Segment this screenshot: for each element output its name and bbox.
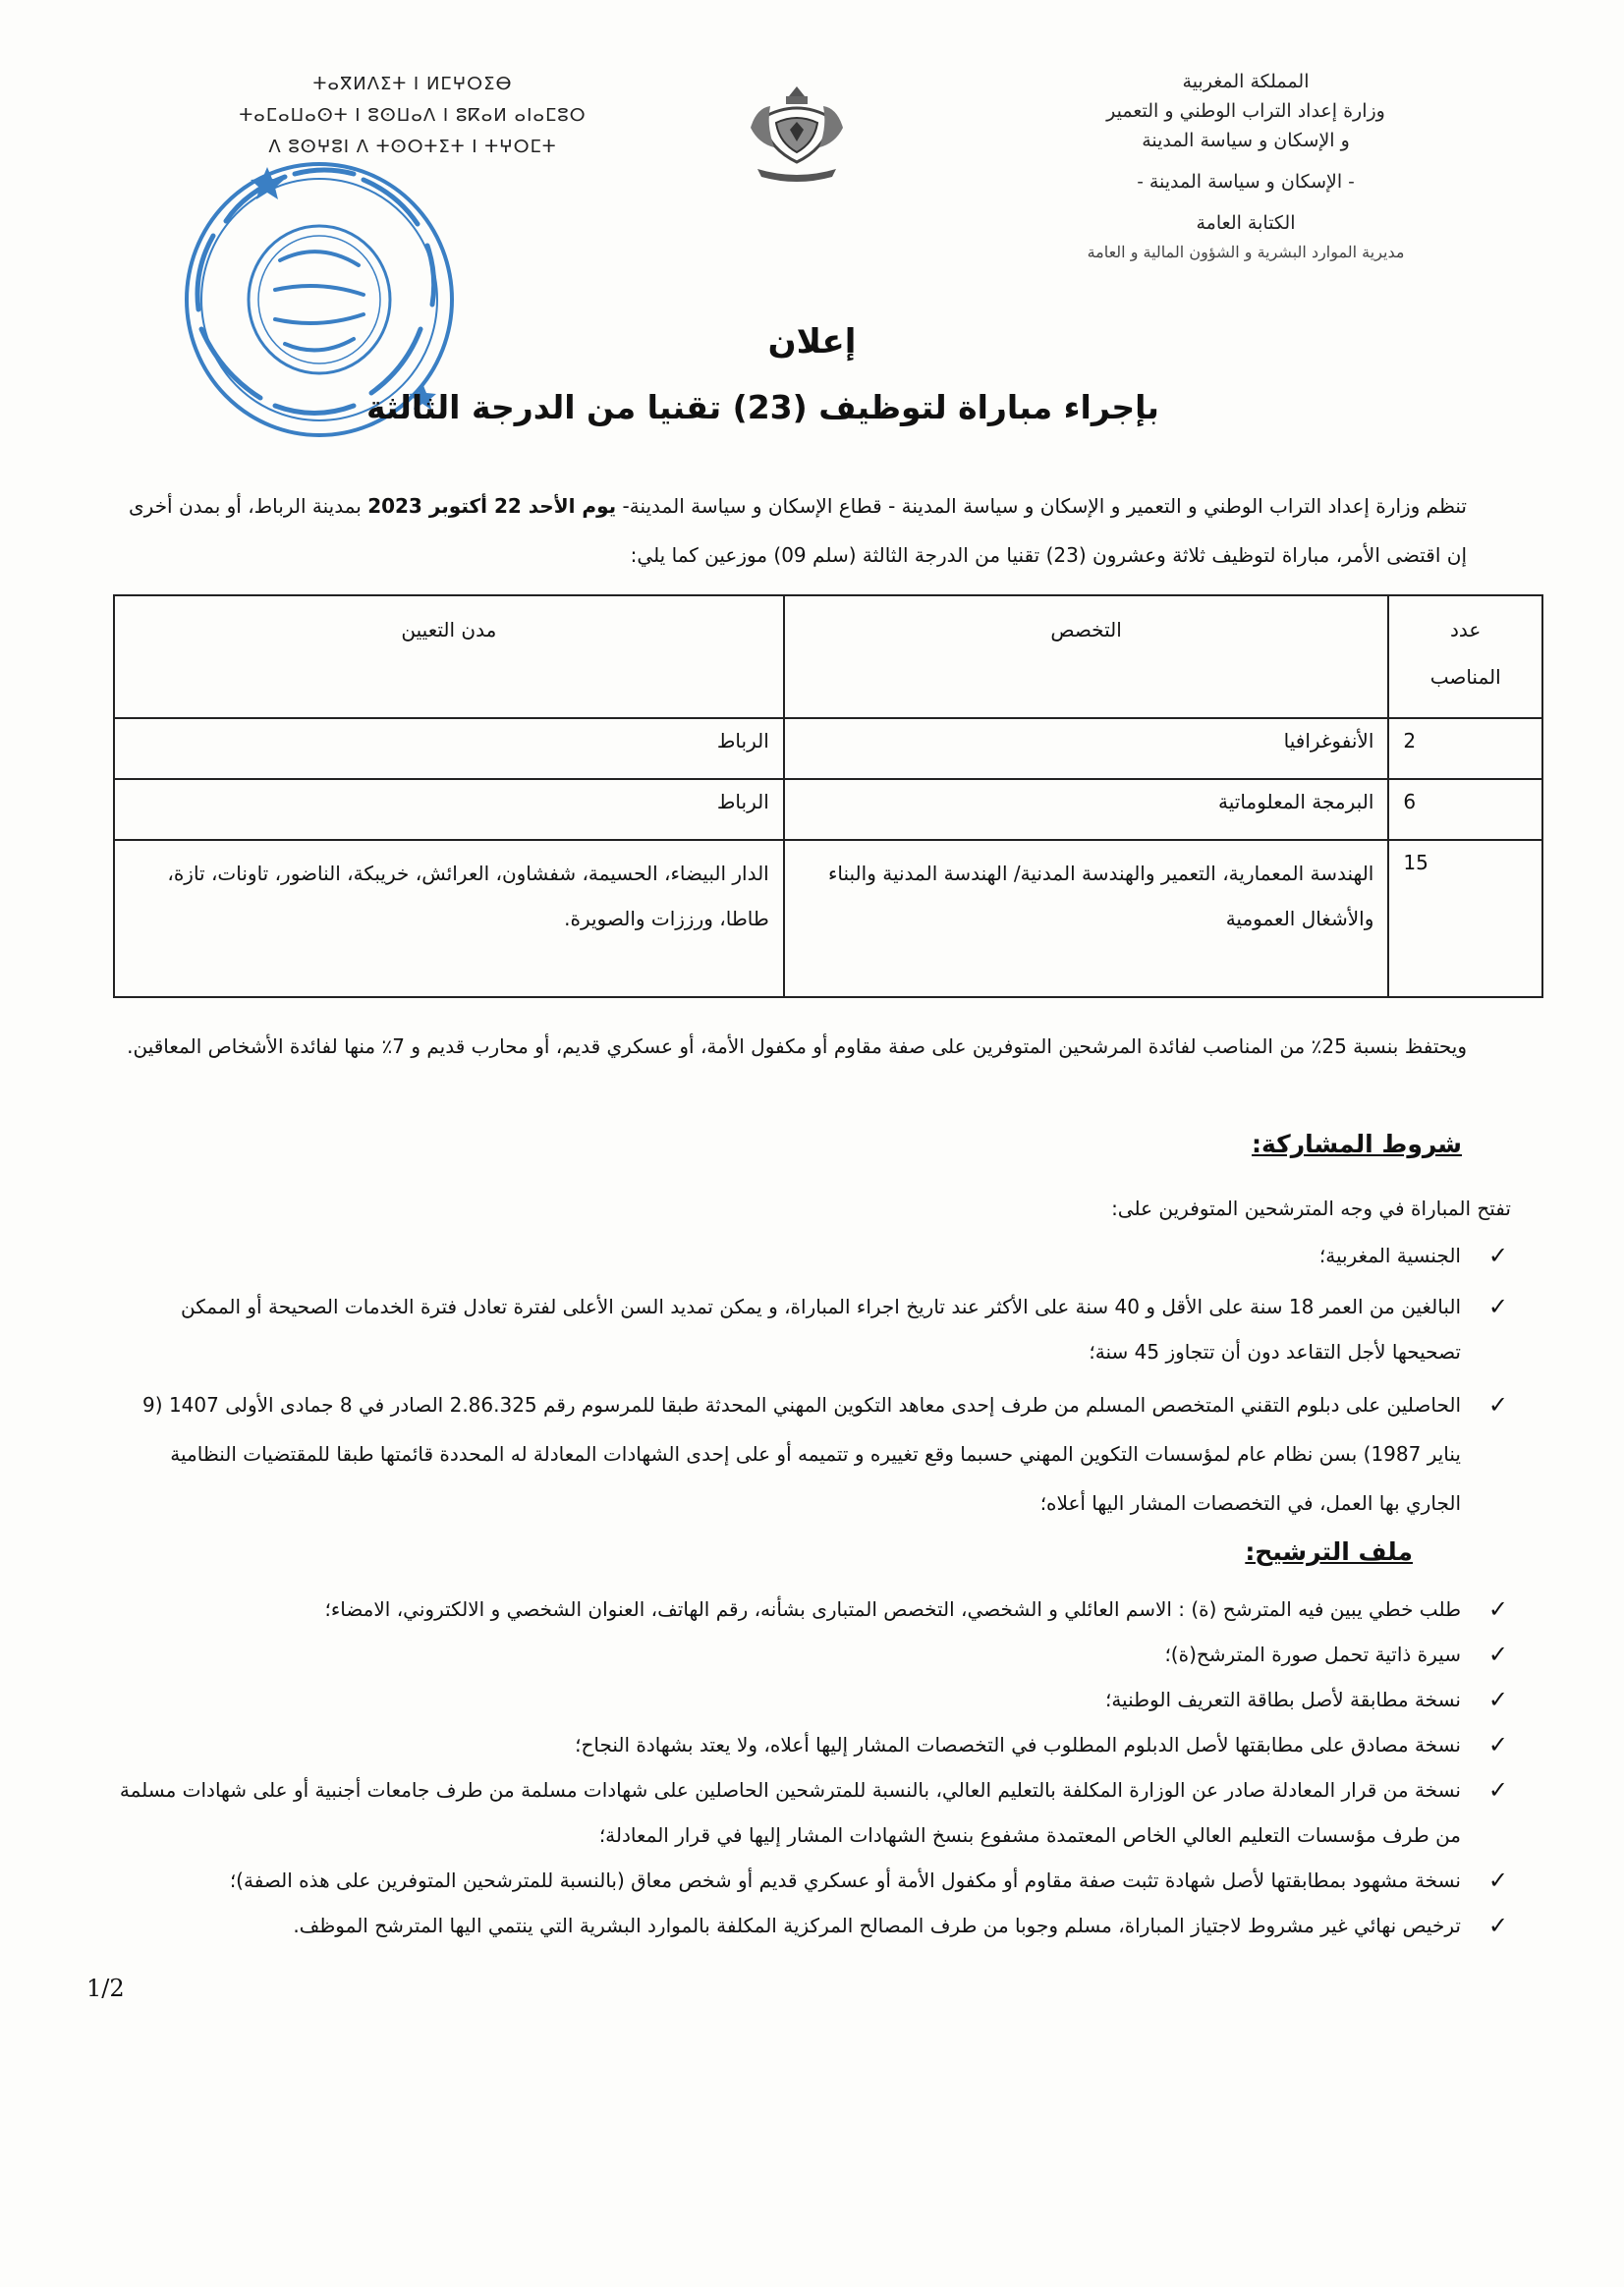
announcement-title: إعلان <box>767 322 857 362</box>
list-item-text: الجنسية المغربية؛ <box>1318 1244 1461 1267</box>
reserve-note: ويحتفظ بنسبة 25٪ من المناصب لفائدة المرشحين المتوفرين على صفة مقاوم أو مكفول الأمة، أو عسكري قديم، أو محارب قديم و 7٪ منها لفائدة الأشخاص المعاقين. <box>127 1034 1467 1058</box>
header-line: ⵜⴰⵎⴰⵡⴰⵙⵜ ⵏ ⵓⵙⵡⴰⴷ ⵏ ⵓⴽⴰⵍ ⴰⵏⴰⵎⵓⵔ <box>239 105 587 126</box>
table-row <box>114 718 1542 779</box>
header-line: المملكة المغربية <box>1182 71 1310 92</box>
check-icon: ✓ <box>1487 1293 1508 1320</box>
row-specialty: البرمجة المعلوماتية <box>784 779 1389 840</box>
conditions-heading: شروط المشاركة: <box>1252 1130 1462 1158</box>
list-item <box>113 1587 1508 1632</box>
row-specialty: الهندسة المعمارية، التعمير والهندسة المدنية/ الهندسة المدنية والبناء والأشغال العمومية <box>784 840 1389 997</box>
row-cities: الرباط <box>114 718 784 779</box>
header-line: ⴷ ⵓⵙⵖⵓⵏ ⴷ ⵜⵙⵔⵜⵉⵜ ⵏ ⵜⵖⵔⵎⵜ <box>268 137 557 157</box>
check-icon: ✓ <box>1487 1776 1508 1804</box>
list-item <box>113 1722 1508 1767</box>
intro-paragraph <box>113 481 1467 580</box>
list-item-text: سيرة ذاتية تحمل صورة المترشح(ة)؛ <box>1164 1643 1461 1666</box>
page-number: 1/2 <box>86 1975 125 2002</box>
conditions-list <box>113 1233 1508 1528</box>
header-count <box>1388 595 1542 718</box>
check-icon: ✓ <box>1487 1731 1508 1758</box>
check-icon: ✓ <box>1487 1912 1508 1939</box>
list-item-text: نسخة مشهود بمطابقتها لأصل شهادة تثبت صفة مقاوم أو مكفول الأمة أو عسكري قديم أو شخص معاق (بالنسبة للمترشحين المتوفرين على هذه الصفة)؛ <box>229 1869 1461 1892</box>
header-line: الكتابة العامة <box>1196 212 1296 234</box>
list-item <box>113 1284 1508 1374</box>
header-line: - الإسكان و سياسة المدينة - <box>1137 171 1355 193</box>
list-item <box>113 1767 1508 1858</box>
list-item <box>113 1380 1508 1528</box>
list-item-text: البالغين من العمر 18 سنة على الأقل و 40 سنة على الأكثر عند تاريخ اجراء المباراة، و يمكن تمديد السن الأعلى لفترة تعادل فترة الخدمات الصحيحة أو الممكن تصحيحها لأجل التقاعد دون أن تتجاوز 45 سنة؛ <box>181 1295 1461 1364</box>
row-count: 15 <box>1388 840 1542 997</box>
check-icon: ✓ <box>1487 1641 1508 1668</box>
header-line: مديرية الموارد البشرية و الشؤون المالية و العامة <box>1087 243 1405 261</box>
header-count-line1: عدد <box>1450 618 1482 641</box>
check-icon: ✓ <box>1487 1391 1508 1419</box>
header-line: ⵜⴰⴳⵍⴷⵉⵜ ⵏ ⵍⵎⵖⵔⵉⴱ <box>312 74 513 94</box>
row-cities: الدار البيضاء، الحسيمة، شفشاون، العرائش، خريبكة، الناضور، تاونات، تازة، طاطا، ورززات والصويرة. <box>114 840 784 997</box>
check-icon: ✓ <box>1487 1242 1508 1269</box>
ministry-header-arabic <box>1069 67 1423 267</box>
check-icon: ✓ <box>1487 1867 1508 1894</box>
table-row <box>114 779 1542 840</box>
list-item <box>113 1233 1508 1278</box>
check-icon: ✓ <box>1487 1595 1508 1623</box>
announcement-subtitle: بإجراء مباراة لتوظيف (23) تقنيا من الدرجة الثالثة <box>366 388 1159 426</box>
list-item-text: الحاصلين على دبلوم التقني المتخصص المسلم من طرف إحدى معاهد التكوين المهني المحدثة طبقا للمرسوم رقم 2.86.325 الصادر في 8 جمادى الأولى 1407 (9 يناير 1987) بسن نظام عام لمؤسسات التكوين المهني حسبما وقع تغييره و تتميمه أو على إحدى الشهادات المعادلة له المحددة قائمتها طبقا للمقتضيات النظامية الجاري بها العمل، في التخصصات المشار اليها أعلاه؛ <box>142 1393 1461 1515</box>
row-count: 2 <box>1388 718 1542 779</box>
row-cities: الرباط <box>114 779 784 840</box>
check-icon: ✓ <box>1487 1686 1508 1713</box>
list-item <box>113 1903 1508 1948</box>
header-count-line2: المناصب <box>1429 665 1501 689</box>
ministry-header-tifinagh <box>226 69 599 163</box>
list-item-text: ترخيص نهائي غير مشروط لاجتياز المباراة، مسلم وجوبا من طرف المصالح المركزية المكلفة بالموارد البشرية التي ينتمي اليها المترشح الموظف. <box>293 1914 1461 1937</box>
table-row <box>114 840 1542 997</box>
list-item-text: طلب خطي يبين فيه المترشح (ة) : الاسم العائلي و الشخصي، التخصص المتبارى بشأنه، رقم الهاتف، العنوان الشخصي و الالكتروني، الامضاء؛ <box>324 1597 1461 1621</box>
coat-of-arms-icon <box>743 79 851 187</box>
posts-table <box>113 594 1543 998</box>
application-list <box>113 1587 1508 1948</box>
conditions-intro: تفتح المباراة في وجه المترشحين المتوفرين على: <box>1111 1197 1511 1220</box>
list-item <box>113 1632 1508 1677</box>
list-item <box>113 1677 1508 1722</box>
intro-line-2: إن اقتضى الأمر، مباراة لتوظيف ثلاثة وعشرون (23) تقنيا من الدرجة الثالثة (سلم 09) موزعين كما يلي: <box>630 543 1467 567</box>
list-item <box>113 1858 1508 1903</box>
exam-date: يوم الأحد 22 أكتوبر 2023 <box>367 494 617 518</box>
list-item-text: نسخة مطابقة لأصل بطاقة التعريف الوطنية؛ <box>1104 1688 1461 1711</box>
intro-line-1 <box>113 481 1467 530</box>
table-header-row <box>114 595 1542 718</box>
intro-text: بمدينة الرباط، أو بمدن أخرى <box>129 494 368 518</box>
application-heading: ملف الترشيح: <box>1245 1537 1413 1566</box>
row-count: 6 <box>1388 779 1542 840</box>
list-item-text: نسخة مصادق على مطابقتها لأصل الدبلوم المطلوب في التخصصات المشار إليها أعلاه، ولا يعتد بشهادة النجاح؛ <box>575 1733 1461 1757</box>
header-line: وزارة إعداد التراب الوطني و التعمير <box>1106 100 1385 122</box>
intro-text: تنظم وزارة إعداد التراب الوطني و التعمير و الإسكان و سياسة المدينة - قطاع الإسكان و سياسة المدينة- <box>616 494 1467 518</box>
list-item-text: نسخة من قرار المعادلة صادر عن الوزارة المكلفة بالتعليم العالي، بالنسبة للمترشحين الحاصلين على شهادات مسلمة من طرف جامعات أجنبية أو على شهادات مسلمة من طرف مؤسسات التعليم العالي الخاص المعتمدة مشفوع بنسخ الشهادات المشار إليها في قرار المعادلة؛ <box>119 1778 1461 1847</box>
header-line: و الإسكان و سياسة المدينة <box>1142 130 1350 151</box>
header-cities: مدن التعيين <box>114 595 784 718</box>
row-specialty: الأنفوغرافيا <box>784 718 1389 779</box>
header-specialty: التخصص <box>784 595 1389 718</box>
